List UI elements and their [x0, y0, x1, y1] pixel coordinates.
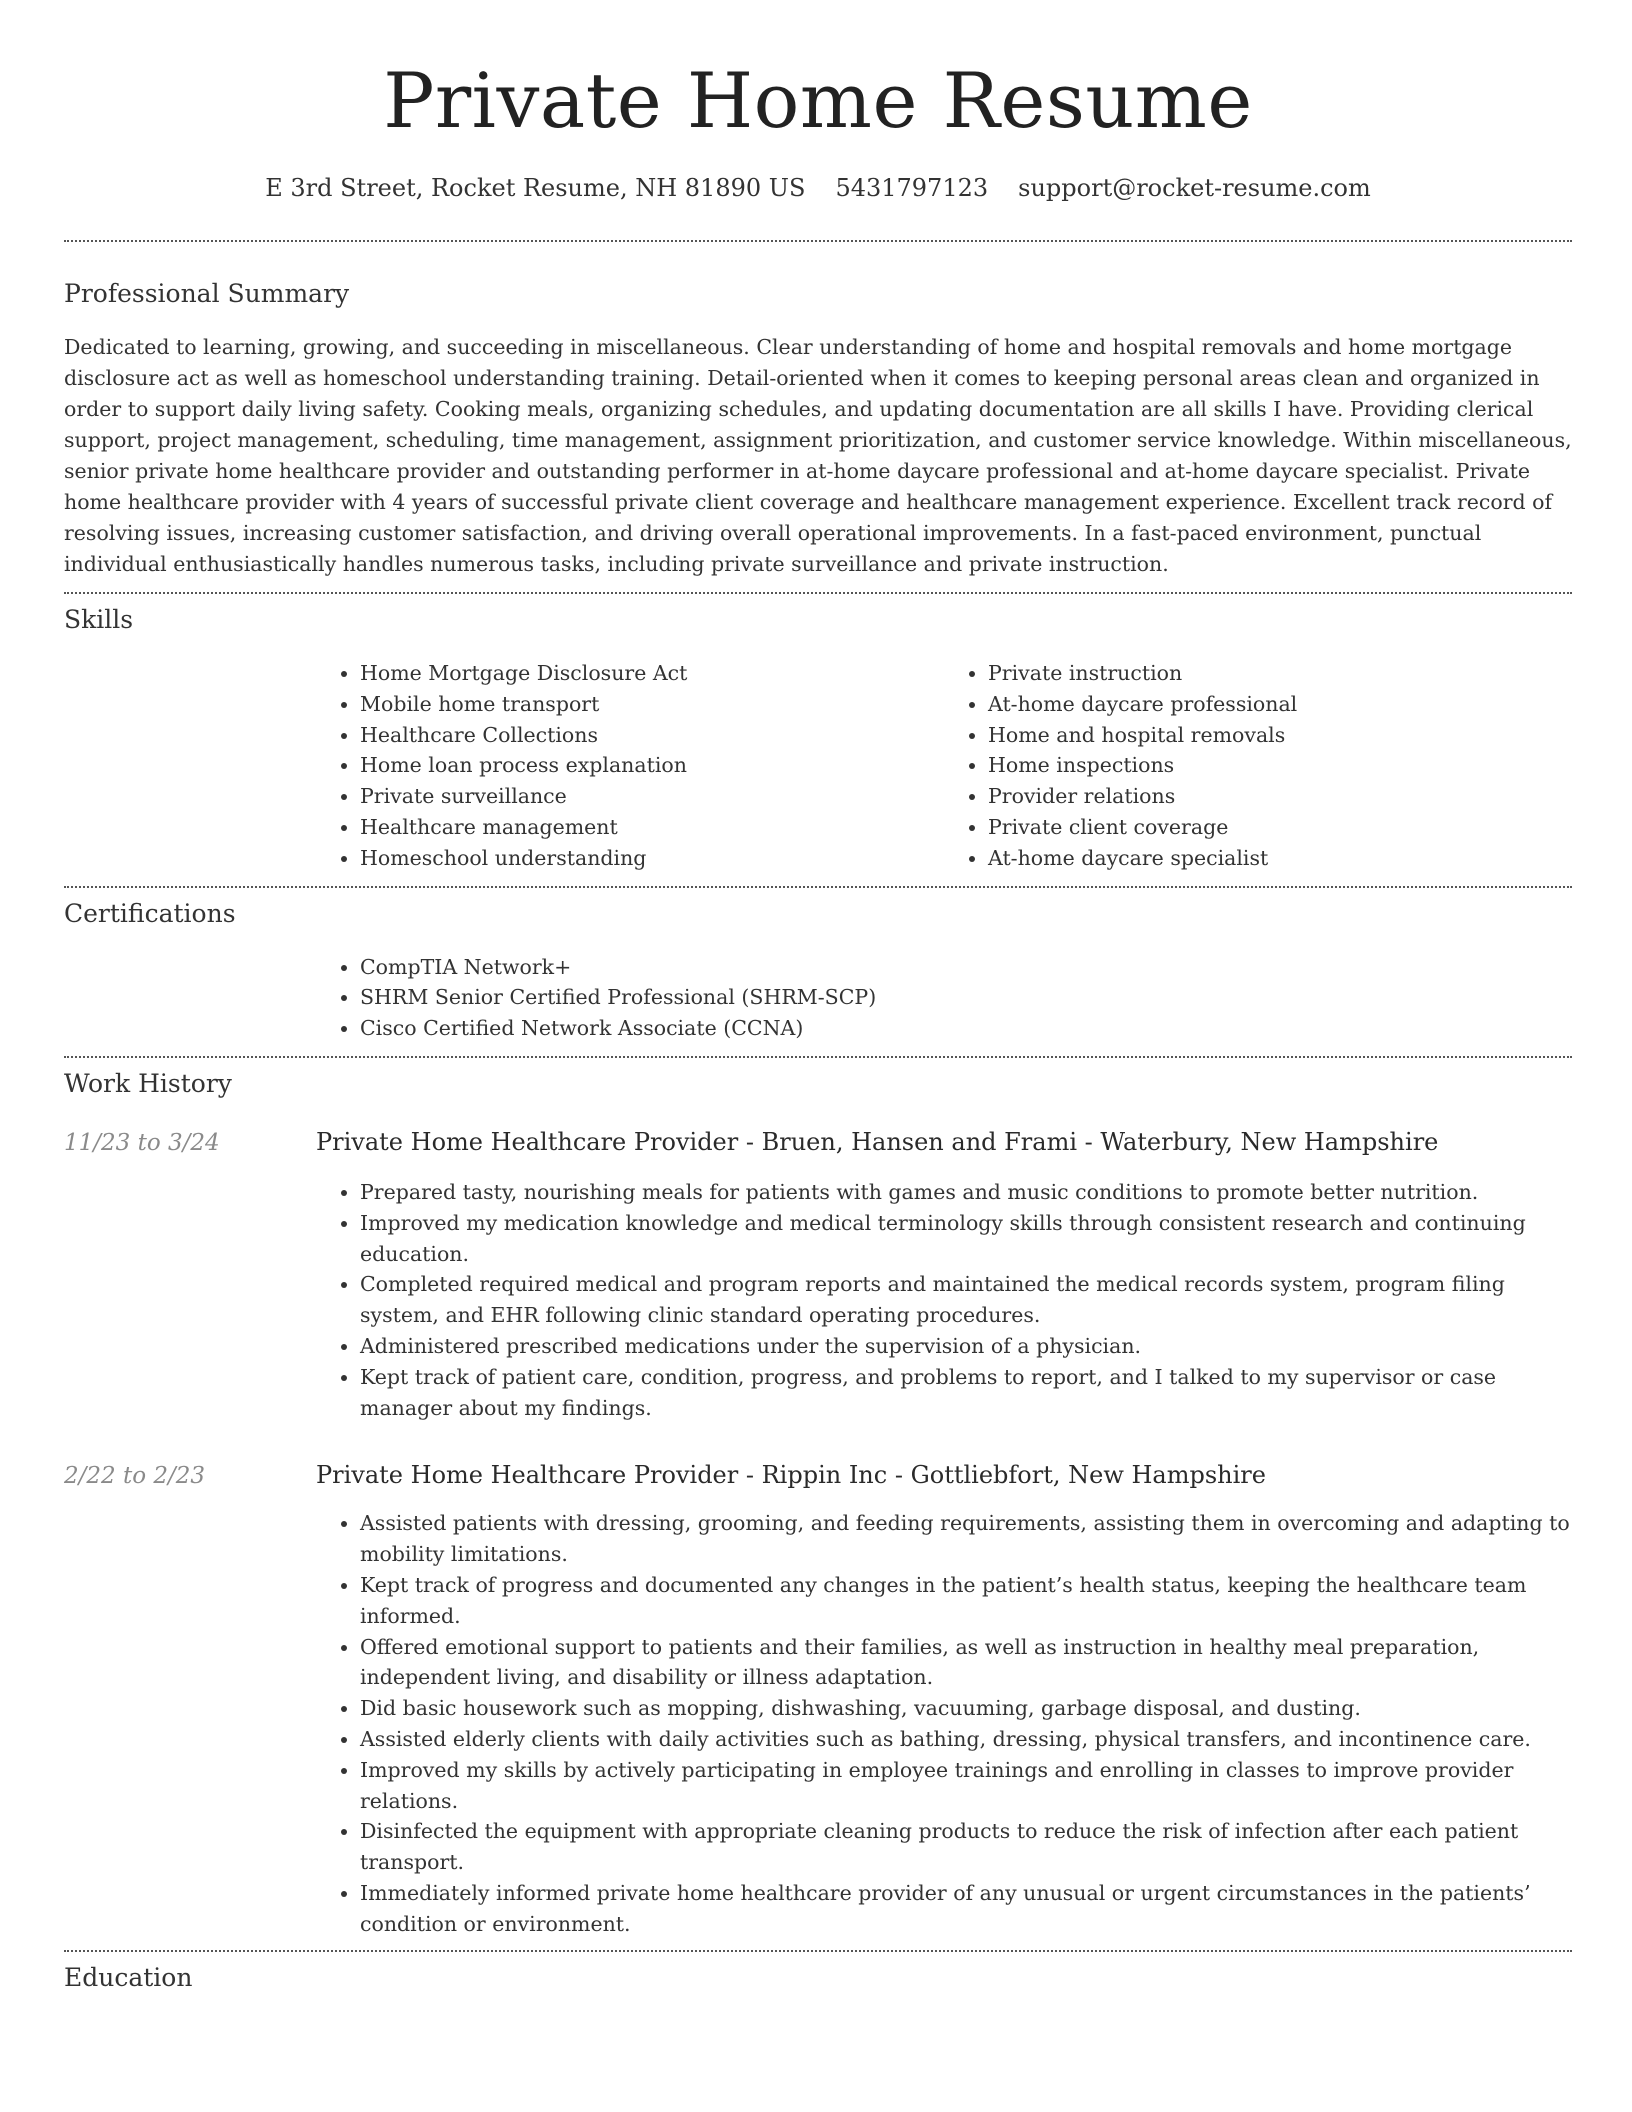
job-dates: 2/22 to 2/23	[64, 1463, 206, 1490]
job-body	[316, 1177, 1572, 1423]
job-entry	[64, 1459, 1572, 1939]
skills-grid	[316, 658, 1572, 874]
resume-page	[64, 0, 1572, 1994]
section-title-summary: Professional Summary	[64, 279, 350, 308]
education-section	[64, 1952, 1572, 1994]
skill-item: • Private instruction	[988, 658, 1572, 689]
job-bullets	[316, 1508, 1572, 1939]
contact-phone: 5431797123	[835, 174, 989, 202]
skill-item: • Private surveillance	[360, 781, 944, 812]
skill-item: • Home loan process explanation	[360, 750, 944, 781]
section-title-certifications: Certifications	[64, 898, 236, 928]
skills-list-right	[944, 658, 1572, 874]
certifications-list	[316, 952, 1572, 1044]
section-title-work-history: Work History	[64, 1068, 232, 1098]
skill-item: • At-home daycare specialist	[988, 843, 1572, 874]
job-title: Private Home Healthcare Provider - Rippin Inc - Gottliebfort, New Hampshire	[316, 1461, 1266, 1490]
job-bullet: • Improved my medication knowledge and medical terminology skills through consistent research and continuing education.	[360, 1208, 1572, 1270]
certifications-section	[64, 888, 1572, 1044]
job-bullets	[316, 1177, 1572, 1423]
work-history-section	[64, 1058, 1572, 1940]
job-bullet: • Immediately informed private home healthcare provider of any unusual or urgent circumstances in the patients’ condition or environment.	[360, 1878, 1572, 1940]
skill-item: • Private client coverage	[988, 812, 1572, 843]
skill-item: • Healthcare Collections	[360, 720, 944, 751]
skills-section	[64, 594, 1572, 874]
certification-item: • SHRM Senior Certified Professional (SHRM-SCP)	[360, 982, 1572, 1013]
skill-item: • Mobile home transport	[360, 689, 944, 720]
contact-email: support@rocket-resume.com	[1018, 174, 1371, 202]
job-header	[64, 1126, 1572, 1159]
job-bullet: • Completed required medical and program reports and maintained the medical records system, program filing system, and EHR following clinic standard operating procedures.	[360, 1269, 1572, 1331]
job-title: Private Home Healthcare Provider - Bruen, Hansen and Frami - Waterbury, New Hampshire	[316, 1127, 1439, 1156]
job-bullet: • Offered emotional support to patients and their families, as well as instruction in healthy meal preparation, independent living, and disability or illness adaptation.	[360, 1632, 1572, 1694]
job-bullet: • Administered prescribed medications under the supervision of a physician.	[360, 1331, 1572, 1362]
job-bullet: • Prepared tasty, nourishing meals for patients with games and music conditions to promote better nutrition.	[360, 1177, 1572, 1208]
contact-line	[64, 172, 1572, 204]
job-bullet: • Disinfected the equipment with appropriate cleaning products to reduce the risk of infection after each patient transport.	[360, 1816, 1572, 1878]
summary-text: Dedicated to learning, growing, and succeeding in miscellaneous. Clear understanding of home and hospital removals and home mortgage disclosure act as well as homeschool understanding training. Detail-oriented when it comes to keeping personal areas clean and organized in order to support daily living safety. Cooking meals, organizing schedules, and updating documentation are all skills I have. Providing clerical support, project management, scheduling, time management, assignment prioritization, and customer service knowledge. Within miscellaneous, senior private home healthcare provider and outstanding performer in at-home daycare professional and at-home daycare specialist. Private home healthcare provider with 4 years of successful private client coverage and healthcare management experience. Excellent track record of resolving issues, increasing customer satisfaction, and driving overall operational improvements. In a fast-paced environment, punctual individual enthusiastically handles numerous tasks, including private surveillance and private instruction.	[64, 335, 1572, 576]
job-bullet: • Assisted elderly clients with daily activities such as bathing, dressing, physical transfers, and incontinence care.	[360, 1724, 1572, 1755]
certification-item: • CompTIA Network+	[360, 952, 1572, 983]
job-bullet: • Kept track of progress and documented any changes in the patient’s health status, keeping the healthcare team informed.	[360, 1570, 1572, 1632]
summary-section	[64, 242, 1572, 580]
skill-item: • Home Mortgage Disclosure Act	[360, 658, 944, 689]
job-dates: 11/23 to 3/24	[64, 1129, 220, 1156]
certifications-body	[316, 952, 1572, 1044]
skills-list-left	[316, 658, 944, 874]
resume-title: Private Home Resume	[383, 56, 1253, 145]
section-title-skills: Skills	[64, 605, 134, 634]
job-entry	[64, 1126, 1572, 1423]
job-header	[64, 1459, 1572, 1492]
job-bullet: • Assisted patients with dressing, grooming, and feeding requirements, assisting them in overcoming and adapting to mobility limitations.	[360, 1508, 1572, 1570]
job-bullet: • Did basic housework such as mopping, dishwashing, vacuuming, garbage disposal, and dusting.	[360, 1693, 1572, 1724]
job-bullet: • Kept track of patient care, condition, progress, and problems to report, and I talked to my supervisor or case manager about my findings.	[360, 1362, 1572, 1424]
job-body	[316, 1508, 1572, 1939]
section-title-education: Education	[64, 1962, 193, 1992]
contact-address: E 3rd Street, Rocket Resume, NH 81890 US	[265, 174, 806, 202]
skill-item: • Healthcare management	[360, 812, 944, 843]
job-bullet: • Improved my skills by actively participating in employee trainings and enrolling in classes to improve provider relations.	[360, 1755, 1572, 1817]
skill-item: • Provider relations	[988, 781, 1572, 812]
skill-item: • Homeschool understanding	[360, 843, 944, 874]
certification-item: • Cisco Certified Network Associate (CCNA)	[360, 1013, 1572, 1044]
skill-item: • Home inspections	[988, 750, 1572, 781]
skill-item: • At-home daycare professional	[988, 689, 1572, 720]
skill-item: • Home and hospital removals	[988, 720, 1572, 751]
